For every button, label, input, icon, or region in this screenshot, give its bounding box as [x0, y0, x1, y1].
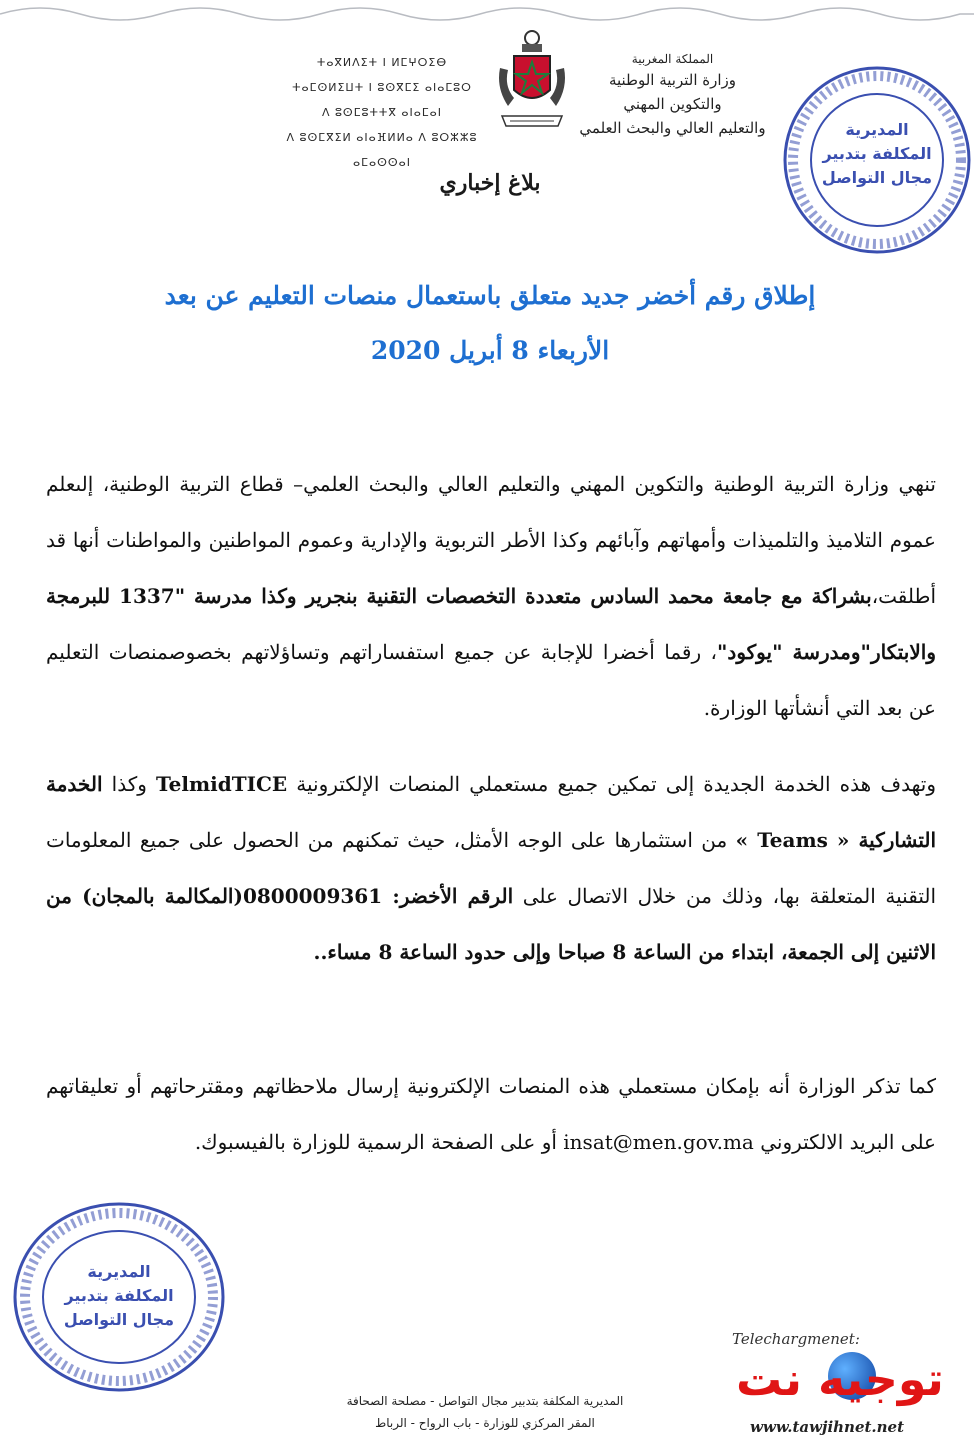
official-stamp-bottom — [10, 1198, 228, 1396]
paragraph-text: تنهي وزارة التربية الوطنية والتكوين المهني والتعليم العالي والبحث العلمي– قطاع التربية الوطنية، إلىعلم عموم التلاميذ والتلميذات وأمهاتهم وآبائهم وكذا الأطر التربوية والإدارية وعموم المواطنين والمواطنات أنها قد أطلقت، — [46, 472, 937, 608]
stamp-text — [818, 118, 936, 190]
download-label: Telechargmenet: — [732, 1330, 860, 1348]
tawjihnet-watermark — [720, 1330, 960, 1450]
green-number-text: الرقم الأخضر: 0800009361(المكالمة بالمجان) من الاثنين إلى الجمعة، ابتداء من الساعة 8 صباحا وإلى حدود الساعة 8 مساء.. — [46, 884, 936, 964]
document-title: بلاغ إخباري — [439, 170, 541, 196]
coat-of-arms-icon — [492, 28, 572, 136]
tifinagh-header — [282, 50, 482, 175]
decorative-wave-border — [0, 0, 974, 22]
paragraph-text: ، رقما أخضرا للإجابة عن جميع استفساراتهم وتساؤلاتهم بخصوصمنصات التعليم عن بعد التي أنشأتها الوزارة. — [46, 640, 936, 720]
footer-line: المديرية المكلفة بتدبير مجال التواصل - مصلحة الصحافة — [346, 1394, 624, 1408]
site-url[interactable]: www.tawjihnet.net — [750, 1418, 905, 1436]
ministry-name-line: والتكوين المهني — [623, 95, 722, 113]
footer-line: المقر المركزي للوزارة - باب الرواح - الرباط — [375, 1416, 595, 1430]
official-stamp-top — [780, 60, 974, 260]
ministry-name-line: وزارة التربية الوطنية — [608, 71, 737, 89]
tifinagh-line: ⴷ ⵓⵙⵎⴳⵉⵍ ⴰⵏⴰⴼⵍⵍⴰ ⴷ ⵓⵔⵣⵣⵓ ⴰⵎⴰⵙⵙⴰⵏ — [286, 131, 478, 169]
paragraph-announcement — [46, 456, 936, 736]
stamp-line: المكلفة بتدبير — [64, 1286, 174, 1305]
headline-date: الأربعاء 8 أبريل 2020 — [370, 336, 610, 365]
paragraph-text: كما تذكر الوزارة أنه بإمكان مستعملي هذه المنصات الإلكترونية إرسال ملاحظاتهم ومقترحاتهم أو تعليقاتهم على البريد الالكتروني — [46, 1074, 936, 1154]
partnership-text: بشراكة مع جامعة محمد السادس متعددة التخصصات التقنية بنجرير وكذا مدرسة "1337 للبرمجة والابتكار"ومدرسة "يوكود" — [46, 584, 936, 664]
paragraph-text: أو على الصفحة الرسمية للوزارة بالفيسبوك. — [194, 1130, 557, 1154]
tifinagh-line: ⵜⴰⴳⵍⴷⵉⵜ ⵏ ⵍⵎⵖⵔⵉⴱ — [316, 56, 448, 69]
site-logo-text: توجيه نت — [736, 1352, 944, 1406]
paragraph-contact — [46, 1058, 936, 1170]
email-address: insat@men.gov.ma — [563, 1130, 754, 1154]
ministry-header — [565, 50, 780, 140]
tifinagh-line: ⴷ ⵓⵙⵎⵓⵜⵜⴳ ⴰⵏⴰⵎⴰⵏ — [321, 106, 443, 119]
footer — [300, 1390, 670, 1434]
stamp-line: المديرية — [845, 120, 909, 139]
paragraph-text: من استثمارها على الوجه الأمثل، حيث تمكنهم من الحصول على جميع المعلومات التقنية المتعلقة بها، وذلك من خلال الاتصال على — [46, 828, 937, 908]
headline-subject: إطلاق رقم أخضر جديد متعلق باستعمال منصات التعليم عن بعد — [164, 281, 816, 310]
stamp-line: المديرية — [87, 1262, 151, 1281]
stamp-text — [54, 1260, 184, 1332]
stamp-line: مجال التواصل — [821, 168, 933, 187]
headline — [120, 268, 860, 378]
stamp-line: مجال التواصل — [63, 1310, 175, 1329]
ministry-name-line: والتعليم العالي والبحث العلمي — [579, 119, 766, 137]
teams-service-text: الخدمة التشاركية « Teams » — [46, 772, 937, 852]
tifinagh-line: ⵜⴰⵎⵙⵍⵉⵡⵜ ⵏ ⵓⵙⴳⵎⵉ ⴰⵏⴰⵎⵓⵔ — [292, 81, 472, 94]
stamp-line: المكلفة بتدبير — [822, 144, 932, 163]
paragraph-service — [46, 756, 936, 980]
platform-name: TelmidTICE — [156, 772, 288, 796]
paragraph-text: وتهدف هذه الخدمة الجديدة إلى تمكين جميع مستعملي المنصات الإلكترونية — [296, 772, 937, 796]
paragraph-text: وكذا — [111, 772, 147, 796]
kingdom-name: المملكة المغربية — [631, 52, 714, 66]
